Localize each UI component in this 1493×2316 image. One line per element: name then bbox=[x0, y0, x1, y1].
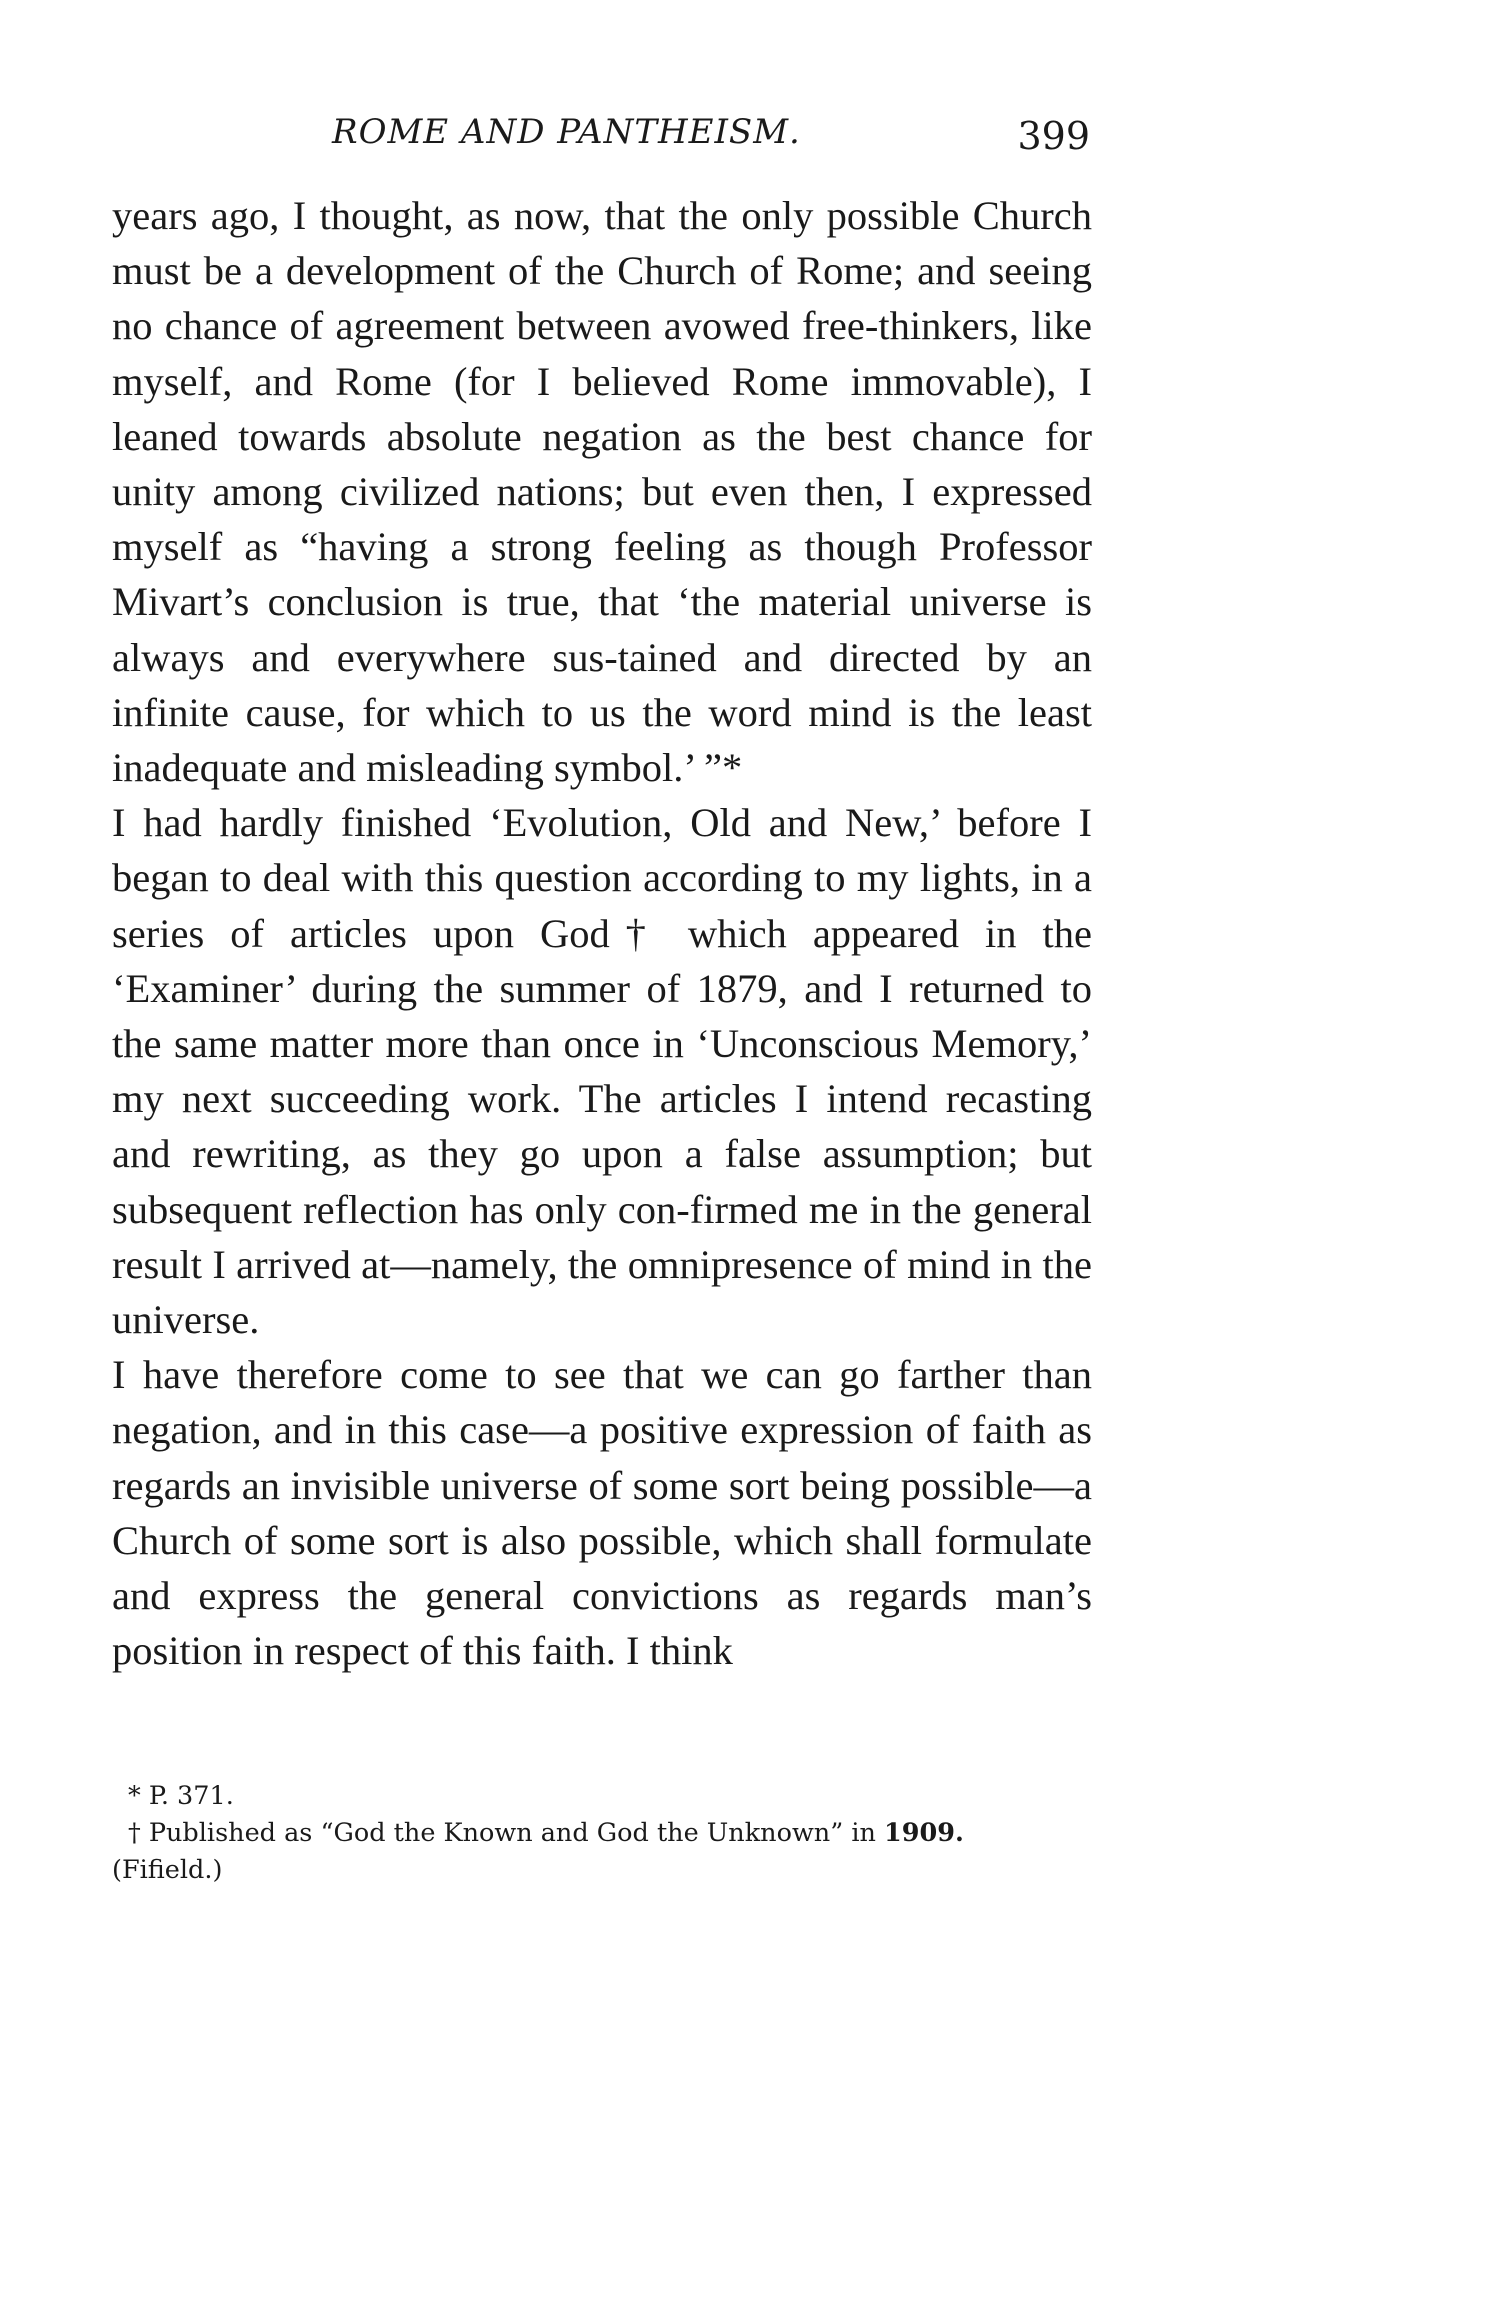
paragraph-continued: years ago, I thought, as now, that the only possible Church must be a development of the Church of Rome; and seeing no chance of agreement between avowed free-thinkers, like myself, and Rome (for I believed Rome immovable), I leaned towards absolute negation as the best chance for unity among civilized nations; but even then, I expressed myself as “having a strong feeling as though Professor Mivart’s conclusion is true, that ‘the material universe is always and everywhere sus-tained and directed by an infinite cause, for which to us the word mind is the least inadequate and misleading symbol.’ ”* bbox=[112, 193, 1092, 791]
footnotes bbox=[112, 1778, 1092, 1889]
footnote-text: † Published as “God the Known and God the Unknown” in bbox=[128, 1818, 885, 1848]
footnote-continuation: (Fifield.) bbox=[112, 1855, 223, 1885]
running-title: ROME AND PANTHEISM. bbox=[332, 112, 801, 152]
paragraph: I had hardly finished ‘Evolution, Old and New,’ before I began to deal with this question according to my lights, in a series of articles upon God† which appeared in the ‘Examiner’ during the summer of 1879, and I returned to the same matter more than once in ‘Unconscious Memory,’ my next succeeding work. The articles I intend recasting and rewriting, as they go upon a false assumption; but subsequent reflection has only con-firmed me in the general result I arrived at—namely, the omnipresence of mind in the universe. bbox=[112, 800, 1092, 1343]
paragraph: I have therefore come to see that we can go farther than negation, and in this case—a positive expression of faith as regards an invisible universe of some sort being possible—a Church of some sort is also possible, which shall formulate and express the general convictions as regards man’s position in respect of this faith. I think bbox=[112, 1352, 1092, 1674]
body-text bbox=[112, 188, 1092, 1678]
running-head bbox=[112, 100, 1092, 170]
footnote bbox=[112, 1815, 1092, 1852]
footnote-year: 1909. bbox=[884, 1818, 964, 1848]
footnote: * P. 371. bbox=[128, 1781, 234, 1811]
page-number: 399 bbox=[1017, 114, 1090, 158]
